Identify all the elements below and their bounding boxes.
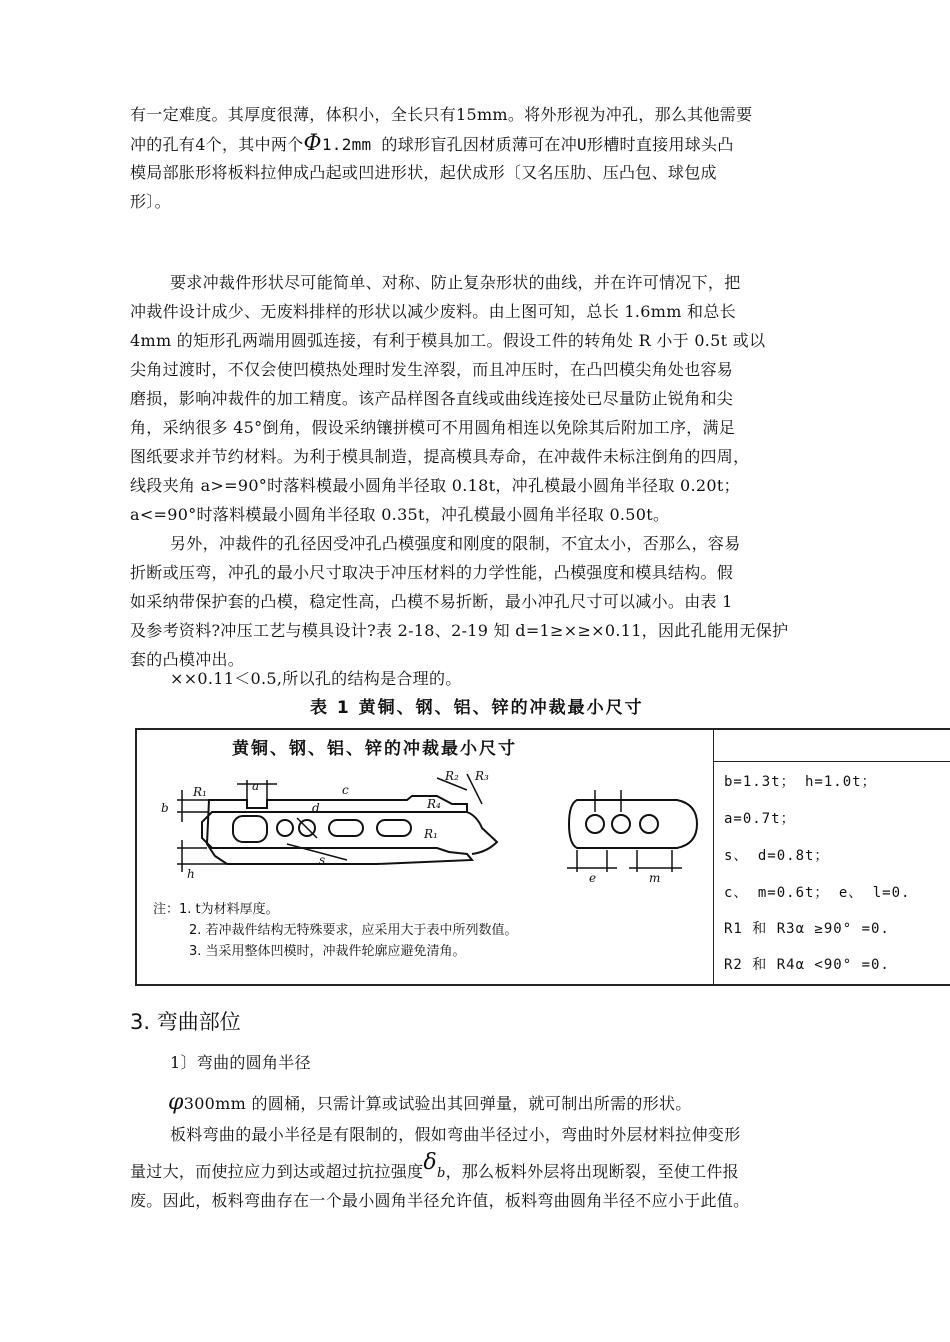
dim-label-b: b [161,801,169,815]
dim-label-a: a [252,779,260,793]
delta-symbol: δ [423,1150,437,1175]
body-text-line: 废。因此，板料弯曲存在一个最小圆角半径允许值，板料弯曲圆角半径不应小于此值。 [130,1191,750,1210]
table-value: b=1.3t； h=1.0t； [724,774,877,790]
body-text-line: 如采纳带保护套的凸模，稳定性高，凸模不易折断，最小冲孔尺寸可以减小。由表 1 [130,592,733,611]
body-text-line: 及参考资料?冲压工艺与模具设计?表 2-18、2-19 知 d=1≥×≥×0.11，因此孔能用无保护 [130,621,789,640]
dim-label-d: d [312,801,320,815]
body-text-line: 有一定难度。其厚度很薄，体积小，全长只有15mm。将外形视为冲孔，那么其他需要 [130,105,753,124]
body-text-line: 图纸要求并节约材料。为利于模具制造，提高模具寿命，在冲裁件未标注倒角的四周， [130,447,750,466]
body-text-line: ××0.11＜0.5,所以孔的结构是合理的。 [170,669,462,688]
dim-label-h: h [187,867,195,881]
body-text-line: a<=90°时落料模最小圆角半径取 0.35t，冲孔模最小圆角半径取 0.50t。 [130,505,670,524]
phi-symbol: φ [168,1090,184,1115]
dim-label-r1b: R₁ [424,827,438,841]
phi-symbol: Φ [303,131,322,156]
body-text-line: 尖角过渡时，不仅会使凹模热处理时发生淬裂，而且冲压时，在凸凹模尖角处也容易 [130,360,734,379]
body-text-line: 折断或压弯，冲孔的最小尺寸取决于冲压材料的力学性能，凸模强度和模具结构。假 [130,563,734,582]
body-text-line: 另外，冲裁件的孔径因受冲孔凸模强度和刚度的限制，不宜太小，否那么，容易 [170,534,741,553]
text-fragment: 冲的孔有4个，其中两个 [130,135,304,154]
table-value: s、 d=0.8t； [724,848,830,864]
text-fragment: 量过大，而使拉应力到达或超过抗拉强度 [130,1162,424,1181]
body-text-line: 形〕。 [130,192,171,211]
min-punch-size-table [135,728,950,986]
delta-subscript: b [436,1166,446,1181]
table-caption: 表 1 黄铜、钢、铝、锌的冲裁最小尺寸 [310,698,644,718]
table-value: a=0.7t； [724,811,796,827]
body-text-line: 4mm 的矩形孔两端用圆弧连接，有利于模具加工。假设工件的转角处 R 小于 0.5t 或以 [130,331,766,350]
table-note: 注：1. t为材料厚度。 [153,902,279,917]
table-note: 2. 若冲裁件结构无特殊要求，应采用大于表中所列数值。 [189,923,518,938]
text-fragment: 1.2mm 的球形盲孔因材质薄可在冲U形槽时直接用球头凸 [321,135,734,154]
table-value: R2 和 R4α <90° =0. [724,957,890,973]
dim-label-m: m [649,871,661,885]
text-fragment: 300mm 的圆桶，只需计算或试验出其回弹量，就可制出所需的形状。 [183,1094,692,1113]
dim-label-r2: R₂ [445,769,459,783]
table-value: R1 和 R3α ≥90° =0. [724,921,890,937]
body-text-line [168,1088,888,1118]
body-text-line [130,129,850,159]
part-drawing [137,760,712,910]
body-text-line: 板料弯曲的最小半径是有限制的，假如弯曲半径过小，弯曲时外层材料拉伸变形 [170,1125,741,1144]
column-divider [713,730,714,986]
body-text-line: 模局部胀形将板料拉伸成凸起或凹进形状，起伏成形〔又名压肋、压凸包、球包成 [130,163,717,182]
body-text-line: 角，采纳很多 45°倒角，假设采纳镶拼模可不用圆角相连以免除其后附加工序，满足 [130,418,736,437]
body-text-line: 套的凸模冲出。 [130,650,245,669]
text-fragment: ，那么板料外层将出现断裂，至使工件报 [445,1162,739,1181]
row-divider [714,761,950,762]
table-value: c、 m=0.6t； e、 l=0. [724,885,911,901]
dim-label-e: e [589,871,597,885]
body-text-line [130,1150,850,1188]
body-text-line: 线段夹角 a>=90°时落料模最小圆角半径取 0.18t，冲孔模最小圆角半径取 0.20t； [130,476,740,495]
section-heading: 3. 弯曲部位 [130,1010,241,1034]
dim-label-r3: R₃ [475,769,489,783]
dim-label-c: c [342,783,349,797]
table-note: 3. 当采用整体凹模时，冲裁件轮廓应避免清角。 [189,944,466,959]
subheading: 1〕弯曲的圆角半径 [170,1053,311,1072]
body-text-line: 磨损，影响冲裁件的加工精度。该产品样图各直线或曲线连接处已尽量防止锐角和尖 [130,389,734,408]
dim-label-s: s [319,853,326,867]
body-text-line: 冲裁件设计成少、无废料排样的形状以减少废料。由上图可知，总长 1.6mm 和总长 [130,302,736,321]
figure-title: 黄铜、钢、铝、锌的冲裁最小尺寸 [232,739,517,759]
body-text-line: 要求冲裁件形状尽可能简单、对称、防止复杂形状的曲线，并在许可情况下，把 [170,273,741,292]
dim-label-r1: R₁ [193,785,207,799]
dim-label-r4: R₄ [427,797,441,811]
